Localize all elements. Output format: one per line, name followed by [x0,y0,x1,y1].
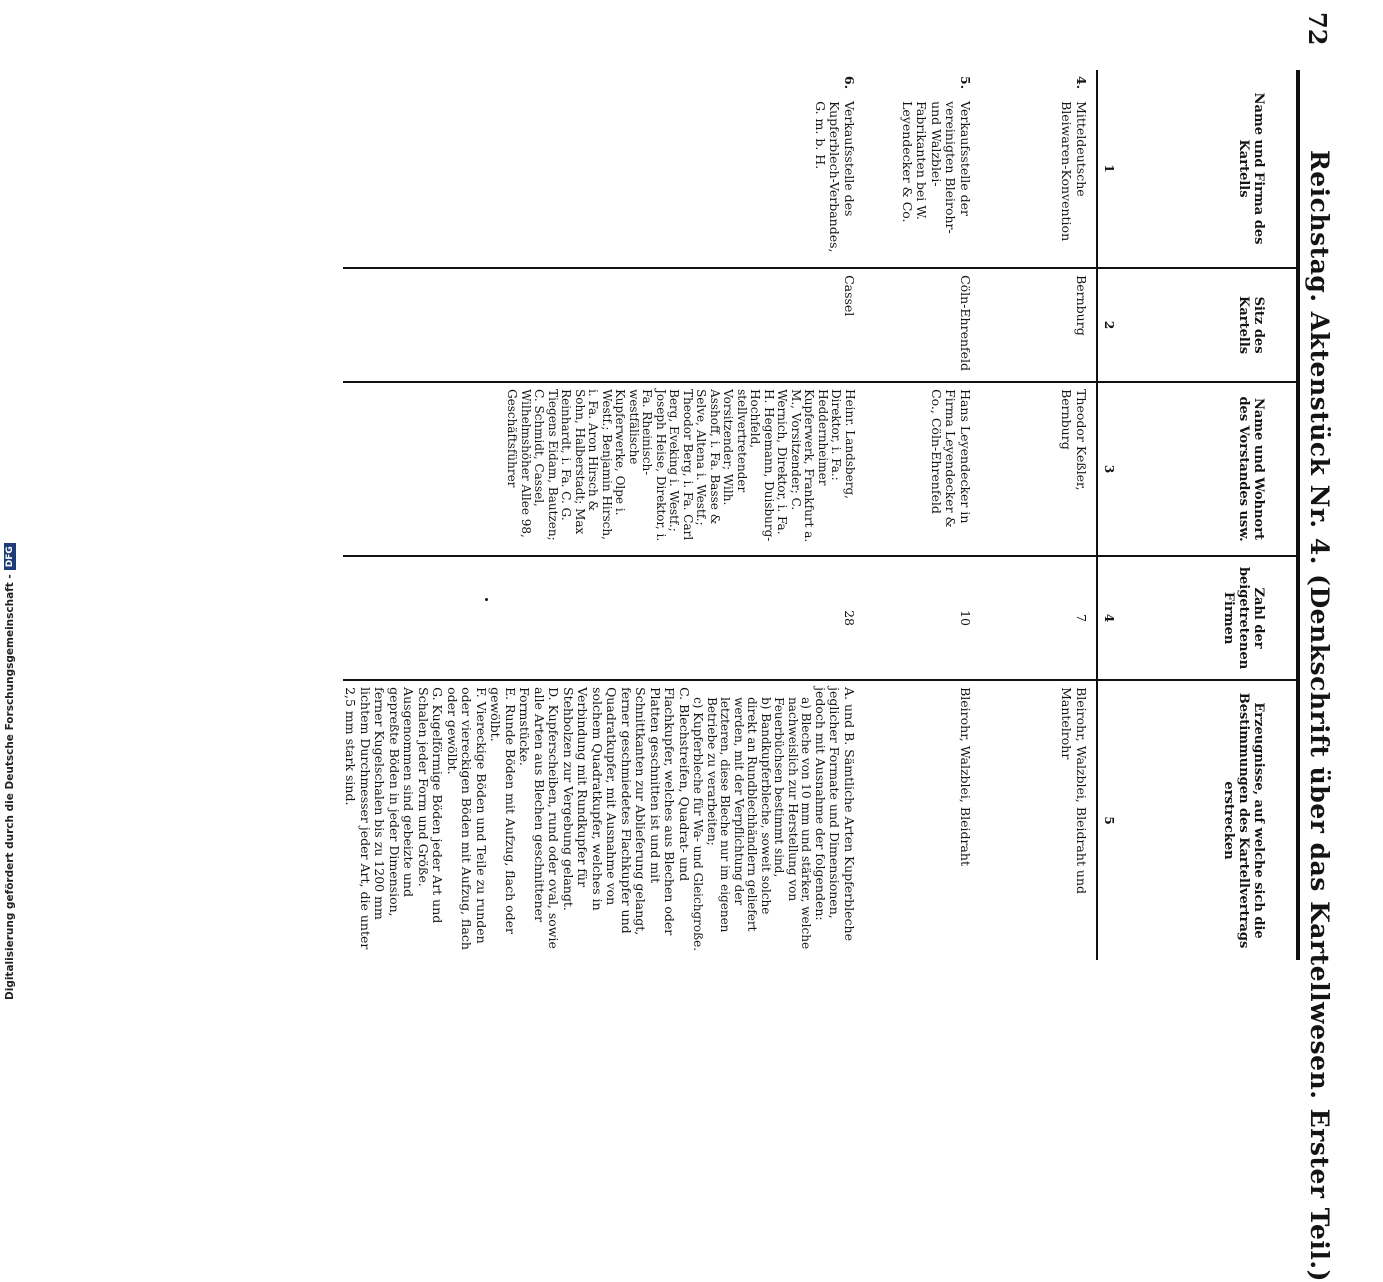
column-header: Name und Wohnort des Vorstandes usw. [1118,382,1298,556]
product-item: D. Kupferscheiben, rund oder oval, sowie alle Arten aus Blechen geschnittener Formstücke. [517,687,562,949]
running-head: Reichstag. Aktenstück Nr. 4. (Denkschrift über das Kartellwesen. Erster Teil.) [1305,150,1334,1282]
column-number: 5 [1097,680,1118,960]
cartel-board: Theodor Keßler, Bernburg [980,382,1097,556]
row-number: 6. [842,76,857,90]
cartel-name: Verkaufsstelle der vereinigten Bleirohr- und Walzblei-Fabrikanten bei W. Leyendecker & Co. [900,101,973,234]
cartel-products [343,680,864,960]
product-exception: b) Bandkupferbleche, soweit solche direkt an Rundblechhändlern geliefert werden, mit der Verpflichtung der letzteren, diese Bleche nur im eigenen Betriebe zu verarbeiten; [705,697,773,933]
ink-speck [485,598,488,601]
product-item: F. Viereckige Böden und Teile zu runden oder viereckigen Böden mit Aufzug, flach oder gewölbt. [445,687,489,950]
table-row [864,70,980,960]
product-item: G. Kugelförmige Böden jeder Art und Schalen jeder Form und Größe. Ausgenommen sind gebeizte und gepreßte Böden in jeder Dimension, ferner Kugelschalen bis zu 1200 mm lichtem Durchmesser jeder Art, die unter 2,5 mm stark sind. [343,687,446,950]
row-number: 4. [1074,76,1089,90]
column-number: 1 [1097,70,1118,268]
rotated-page-content [10,0,1340,1282]
column-header: Zahl der beigetretenen Firmen [1118,556,1298,680]
column-number-row [1097,70,1118,960]
column-number: 4 [1097,556,1118,680]
cartel-products: Bleirohr, Walzblei, Bleidraht [864,680,980,960]
column-number: 2 [1097,268,1118,382]
product-item: A. und B. Sämtliche Arten Kupferbleche jeglicher Formate und Dimensionen, jedoch mit Ausnahme der folgenden: [813,687,857,941]
member-count: 10 [864,556,980,680]
cartel-seat: Cöln-Ehrenfeld [864,268,980,382]
column-header: Sitz des Kartells [1118,268,1298,382]
product-exception: a) Bleche von 10 mm und stärker, welche nachweislich zur Herstellung von Feuerbüchsen bestimmt sind, [772,697,814,950]
cartel-board: Hans Leyendecker in Firma Leyendecker & Co., Cöln-Ehrenfeld [864,382,980,556]
cartel-table [343,70,1300,960]
member-count: 7 [980,556,1097,680]
cartel-board: Heinr. Landsberg, Direktor, i. Fa.: Heddernheimer Kupferwerk, Frankfurt a. M., Vorsitzender; C. Wernich, Direktor, i. Fa. H. Hegemann, Duisburg-Hochfeld, stellvertretender Vorsitzender; Wilh. Asshoff, i. Fa. Basse & Selve, Altena i. Westf.; Theodor Berg, i. Fa. Carl Berg, Eveking i. Westf.; Joseph Heise, Direktor, i. Fa. Rheinisch-westfälische Kupferwerke, Olpe i. Westf.; Benjamin Hirsch, i. Fa. Aron Hirsch & Sohn, Halberstadt; Max Reinhardt, i. Fa. C. G. Tiegens Eidam, Bautzen; C. Schmidt, Cassel, Wilhelmshöher Allee 98, Geschäftsführer [343,382,864,556]
table-row [343,70,864,960]
column-header: Name und Firma des Kartells [1118,70,1298,268]
table-row [980,70,1097,960]
row-number: 5. [958,76,973,90]
cartel-seat: Bernburg [980,268,1097,382]
page-number: 72 [1303,12,1332,46]
column-header: Erzeugnisse, auf welche sich die Bestimmungen des Kartellvertrags erstrecken [1118,680,1298,960]
column-number: 3 [1097,382,1118,556]
cartel-name: Mitteldeutsche Bleiwaren-Konvention [1059,101,1089,242]
table-header-row [1118,70,1298,960]
product-item: C. Blechstreifen, Quadrat- und Flachkupfer, welches aus Blechen oder Platten geschnitten ist und mit Schnittkanten zur Ablieferung gelangt, ferner geschmiedetes Flachkupfer und Quadratkupfer, mit Ausnahme von solchem Quadratkupfer, welches in Verbindung mit Rundkupfer für Stehbolzen zur Vergebung gelangt. [561,687,692,936]
member-count: 28 [343,556,864,680]
dfg-logo: DFG [4,543,16,570]
product-item: E. Runde Böden mit Aufzug, flach oder gewölbt. [488,687,518,935]
cartel-products: Bleirohr, Walzblei, Bleidraht und Mantelrohr [980,680,1097,960]
product-exception: c) Kupferbleche für Wa- und Gleichgroße. [691,697,706,952]
cartel-seat: Cassel [343,268,864,382]
cartel-name: Verkaufsstelle des Kupferblech-Verbandes, G. m. b. H. [813,101,857,253]
footer-text: Digitalisierung gefördert durch die Deutsche Forschungsgemeinschaft - [4,574,16,1000]
